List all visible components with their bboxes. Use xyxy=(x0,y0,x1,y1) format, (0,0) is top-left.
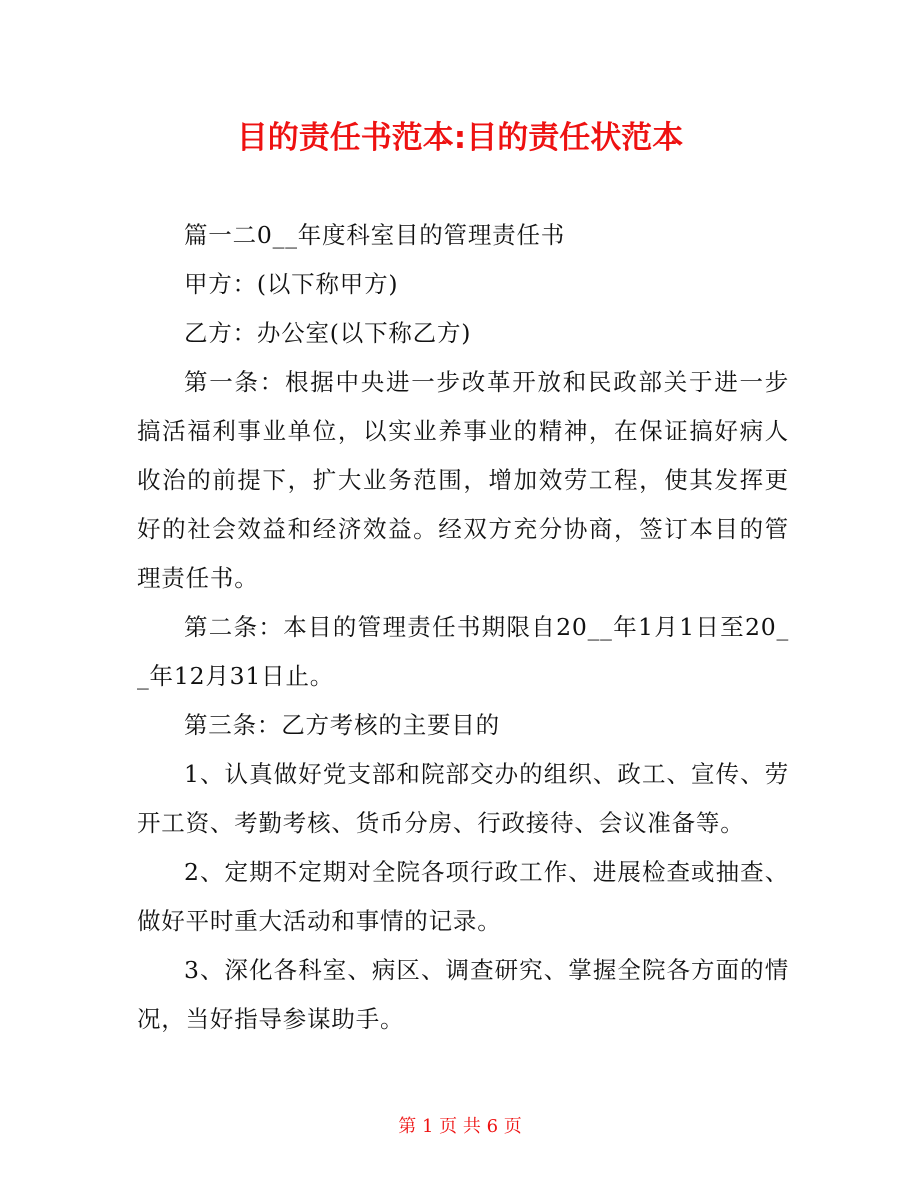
paragraph-item-3: 3、深化各科室、病区、调查研究、掌握全院各方面的情况，当好指导参谋助手。 xyxy=(137,956,789,1033)
paragraph-heading: 篇一二0__年度科室目的管理责任书 xyxy=(184,221,566,249)
paragraph-item-1: 1、认真做好党支部和院部交办的组织、政工、宣传、劳开工资、考勤考核、货币分房、行政接待、会议准备等。 xyxy=(137,760,789,837)
paragraph-article-2: 第二条：本目的管理责任书期限自20__年1月1日至20__年12月31日止。 xyxy=(137,613,789,690)
paragraph-party-b: 乙方：办公室(以下称乙方) xyxy=(184,319,472,347)
paragraph-article-1: 第一条：根据中央进一步改革开放和民政部关于进一步搞活福利事业单位，以实业养事业的精神，在保证搞好病人收治的前提下，扩大业务范围，增加效劳工程，使其发挥更好的社会效益和经济效益。经双方充分协商，签订本目的管理责任书。 xyxy=(137,368,789,592)
paragraph-article-3: 第三条：乙方考核的主要目的 xyxy=(184,711,500,739)
paragraph-item-2: 2、定期不定期对全院各项行政工作、进展检查或抽查、做好平时重大活动和事情的记录。 xyxy=(137,858,789,935)
paragraph-party-a: 甲方：(以下称甲方) xyxy=(184,270,399,298)
document-title: 目的责任书范本:目的责任状范本 xyxy=(236,120,684,156)
page-number-footer: 第 1 页 共 6 页 xyxy=(398,1116,522,1137)
document-body xyxy=(137,211,789,1044)
